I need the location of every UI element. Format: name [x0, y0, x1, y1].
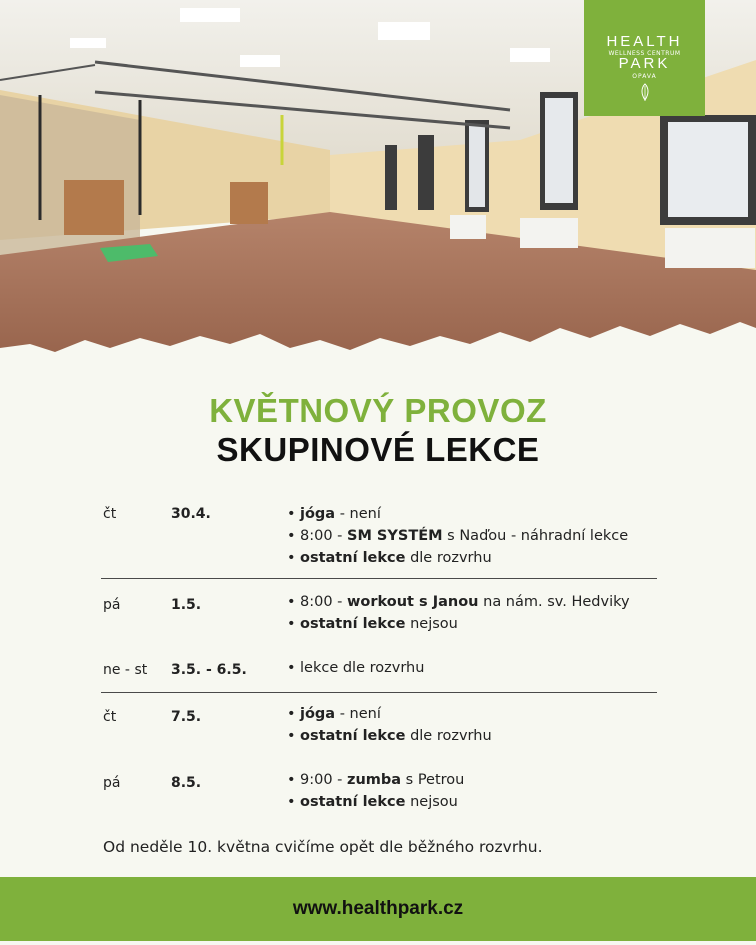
- logo-text-city: OPAVA: [632, 73, 657, 80]
- schedule-date: 30.4.: [171, 506, 211, 522]
- schedule-items: [287, 503, 628, 569]
- schedule-date: 8.5.: [171, 775, 202, 791]
- schedule-item: • 9:00 - zumba s Petrou: [287, 769, 464, 791]
- schedule-table: [101, 498, 657, 820]
- schedule-items: [287, 769, 464, 813]
- schedule-items: [287, 703, 492, 747]
- schedule-item: • 8:00 - workout s Janou na nám. sv. Hedviky: [287, 591, 630, 613]
- schedule-date: 3.5. - 6.5.: [171, 662, 247, 678]
- schedule-items: [287, 657, 424, 679]
- schedule-note: Od neděle 10. května cvičíme opět dle běžného rozvrhu.: [103, 838, 543, 856]
- schedule-date: 7.5.: [171, 709, 202, 725]
- logo-text-subtitle: WELLNESS CENTRUM: [608, 50, 681, 57]
- schedule-date: 1.5.: [171, 597, 202, 613]
- page-subtitle: SKUPINOVÉ LEKCE: [216, 431, 540, 468]
- schedule-item: • ostatní lekce nejsou: [287, 613, 630, 635]
- schedule-items: [287, 591, 630, 635]
- leaf-emblem-icon: [636, 82, 654, 102]
- schedule-row: [101, 758, 657, 820]
- schedule-item: • ostatní lekce dle rozvrhu: [287, 725, 492, 747]
- schedule-row: [101, 498, 657, 579]
- schedule-row: [101, 693, 657, 758]
- logo-text-park: PARK: [618, 55, 671, 72]
- page-title: KVĚTNOVÝ PROVOZ: [209, 392, 547, 429]
- schedule-day: pá: [103, 597, 121, 613]
- schedule-item: • lekce dle rozvrhu: [287, 657, 424, 679]
- health-park-logo: [584, 0, 705, 116]
- schedule-item: • jóga - není: [287, 703, 492, 725]
- schedule-day: pá: [103, 775, 121, 791]
- schedule-item: • ostatní lekce dle rozvrhu: [287, 547, 628, 569]
- schedule-item: • jóga - není: [287, 503, 628, 525]
- schedule-item: • 8:00 - SM SYSTÉM s Naďou - náhradní lekce: [287, 525, 628, 547]
- schedule-row: [101, 649, 657, 693]
- schedule-day: čt: [103, 709, 117, 725]
- schedule-row: [101, 579, 657, 649]
- schedule-day: čt: [103, 506, 117, 522]
- footer-bar: [0, 877, 756, 941]
- logo-text-health: HEALTH: [606, 33, 683, 50]
- schedule-item: • ostatní lekce nejsou: [287, 791, 464, 813]
- schedule-day: ne - st: [103, 662, 148, 678]
- website-link[interactable]: www.healthpark.cz: [292, 898, 464, 919]
